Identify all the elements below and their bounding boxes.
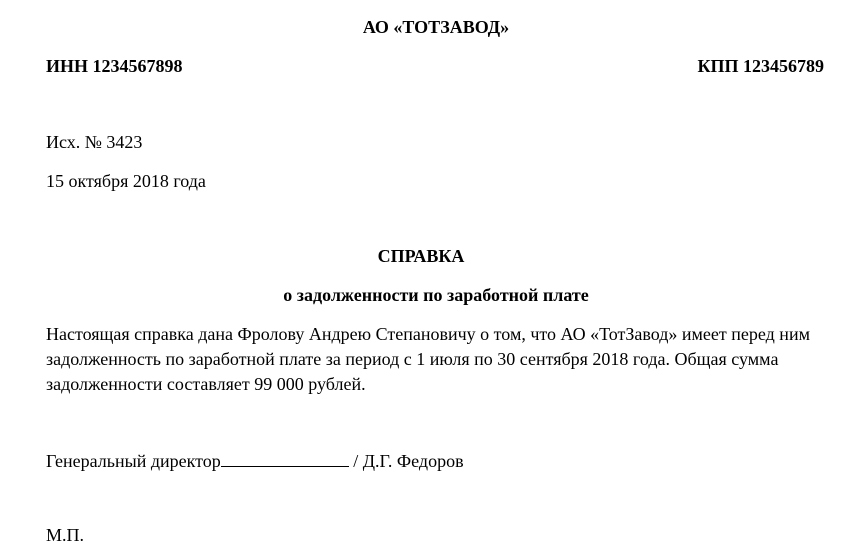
kpp-label: КПП 123456789 <box>697 56 824 76</box>
document-date: 15 октября 2018 года <box>46 171 206 191</box>
inn-label: ИНН 1234567898 <box>46 56 183 76</box>
signature-blank <box>221 449 349 467</box>
document-body: Настоящая справка дана Фролову Андрею Степановичу о том, что АО «ТотЗавод» имеет перед ним задолженность по заработной плате за период с 1 июля по 30 сентября 2018 года. Общая сумма задолженности составляет 99 000 рублей. <box>46 324 810 394</box>
signature-name: Д.Г. Федоров <box>362 451 464 471</box>
company-name: АО «ТОТЗАВОД» <box>362 17 510 37</box>
signature-separator: / <box>348 451 363 471</box>
stamp-label: М.П. <box>46 525 85 545</box>
signature-line <box>46 449 464 472</box>
signature-position: Генеральный директор <box>46 451 221 471</box>
outgoing-number: Исх. № 3423 <box>46 132 143 152</box>
document-title: СПРАВКА <box>377 246 465 266</box>
document-subtitle: о задолженности по заработной плате <box>283 285 589 305</box>
